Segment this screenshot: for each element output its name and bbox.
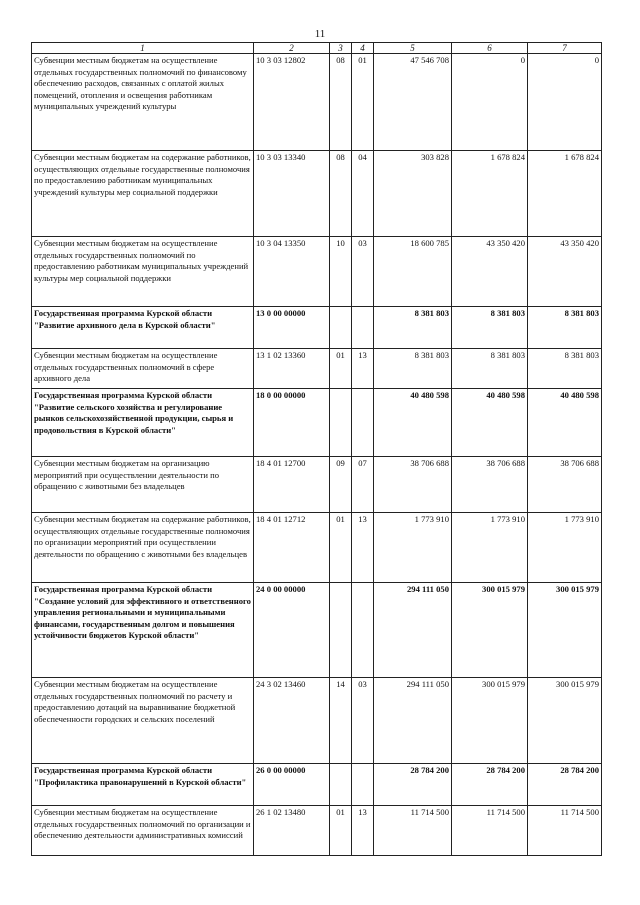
row-value-7-cell: 1 773 910 [528, 513, 602, 583]
row-value-5-cell: 303 828 [374, 151, 452, 237]
row-code-cell: 10 3 03 13340 [254, 151, 330, 237]
row-subsection-cell: 07 [352, 457, 374, 513]
row-code-cell: 13 0 00 00000 [254, 307, 330, 349]
row-subsection-cell [352, 307, 374, 349]
row-code-cell: 24 0 00 00000 [254, 583, 330, 678]
row-subsection-cell: 03 [352, 678, 374, 764]
row-value-6-cell: 1 678 824 [452, 151, 528, 237]
row-section-cell [330, 583, 352, 678]
row-section-cell: 01 [330, 513, 352, 583]
row-section-cell: 08 [330, 151, 352, 237]
row-code-cell: 26 1 02 13480 [254, 806, 330, 856]
row-value-7-cell: 40 480 598 [528, 389, 602, 457]
row-value-7-cell: 43 350 420 [528, 237, 602, 307]
row-code-cell: 13 1 02 13360 [254, 349, 330, 389]
table-header-row [32, 43, 602, 54]
row-value-6-cell: 300 015 979 [452, 678, 528, 764]
row-value-6-cell: 11 714 500 [452, 806, 528, 856]
table-row [32, 806, 602, 856]
table-row [32, 151, 602, 237]
row-section-cell: 01 [330, 349, 352, 389]
table-row [32, 457, 602, 513]
row-code-cell: 18 4 01 12712 [254, 513, 330, 583]
row-subsection-cell: 13 [352, 806, 374, 856]
row-name-cell: Государственная программа Курской области "Развитие сельского хозяйства и регулирование рынков сельскохозяйственной продукции, сырья и продовольствия в Курской области" [32, 389, 254, 457]
row-section-cell: 14 [330, 678, 352, 764]
column-header: 7 [528, 43, 602, 54]
row-subsection-cell [352, 389, 374, 457]
row-value-7-cell: 1 678 824 [528, 151, 602, 237]
row-subsection-cell: 01 [352, 54, 374, 151]
column-header: 1 [32, 43, 254, 54]
row-code-cell: 18 0 00 00000 [254, 389, 330, 457]
row-value-6-cell: 40 480 598 [452, 389, 528, 457]
row-name-cell: Субвенции местным бюджетам на содержание работников, осуществляющих отдельные государственные полномочия по организации мероприятий при осуществлении деятельности по обращению с животными без владельцев [32, 513, 254, 583]
row-value-6-cell: 8 381 803 [452, 307, 528, 349]
row-value-7-cell: 8 381 803 [528, 307, 602, 349]
row-value-5-cell: 28 784 200 [374, 764, 452, 806]
row-name-cell: Субвенции местным бюджетам на осуществление отдельных государственных полномочий в сфере архивного дела [32, 349, 254, 389]
row-name-cell: Субвенции местным бюджетам на осуществление отдельных государственных полномочий по расчету и предоставлению дотаций на выравнивание бюджетной обеспеченности городских и сельских поселений [32, 678, 254, 764]
row-name-cell: Субвенции местным бюджетам на содержание работников, осуществляющих отдельные государственные полномочия по предоставлению работникам муниципальных учреждений культуры мер социальной поддержки [32, 151, 254, 237]
row-subsection-cell: 03 [352, 237, 374, 307]
row-value-5-cell: 18 600 785 [374, 237, 452, 307]
column-header: 3 [330, 43, 352, 54]
row-section-cell: 09 [330, 457, 352, 513]
row-value-7-cell: 11 714 500 [528, 806, 602, 856]
row-value-7-cell: 0 [528, 54, 602, 151]
row-value-6-cell: 43 350 420 [452, 237, 528, 307]
row-subsection-cell: 13 [352, 513, 374, 583]
row-code-cell: 24 3 02 13460 [254, 678, 330, 764]
row-name-cell: Субвенции местным бюджетам на осуществление отдельных государственных полномочий по предоставлению работникам муниципальных учреждений культуры мер социальной поддержки [32, 237, 254, 307]
row-value-5-cell: 8 381 803 [374, 349, 452, 389]
row-code-cell: 18 4 01 12700 [254, 457, 330, 513]
row-code-cell: 10 3 04 13350 [254, 237, 330, 307]
row-subsection-cell [352, 764, 374, 806]
row-name-cell: Государственная программа Курской области "Развитие архивного дела в Курской области" [32, 307, 254, 349]
row-value-6-cell: 1 773 910 [452, 513, 528, 583]
column-header: 5 [374, 43, 452, 54]
row-name-cell: Субвенции местным бюджетам на осуществление отдельных государственных полномочий по финансовому обеспечению расходов, связанных с оплатой жилых помещений, отопления и освещения работникам муниципальных учреждений культуры [32, 54, 254, 151]
table-row [32, 513, 602, 583]
row-value-7-cell: 28 784 200 [528, 764, 602, 806]
row-value-7-cell: 8 381 803 [528, 349, 602, 389]
row-section-cell [330, 307, 352, 349]
row-value-6-cell: 8 381 803 [452, 349, 528, 389]
row-code-cell: 26 0 00 00000 [254, 764, 330, 806]
row-section-cell [330, 764, 352, 806]
row-value-5-cell: 11 714 500 [374, 806, 452, 856]
row-value-5-cell: 294 111 050 [374, 583, 452, 678]
table-row [32, 764, 602, 806]
row-value-5-cell: 40 480 598 [374, 389, 452, 457]
table-row [32, 307, 602, 349]
page-number: 11 [314, 28, 326, 40]
table-row [32, 389, 602, 457]
row-value-6-cell: 0 [452, 54, 528, 151]
row-section-cell: 10 [330, 237, 352, 307]
table-row [32, 583, 602, 678]
row-section-cell: 08 [330, 54, 352, 151]
row-value-5-cell: 1 773 910 [374, 513, 452, 583]
row-value-7-cell: 38 706 688 [528, 457, 602, 513]
row-section-cell [330, 389, 352, 457]
row-value-5-cell: 47 546 708 [374, 54, 452, 151]
row-name-cell: Государственная программа Курской области "Создание условий для эффективного и ответственного управления региональными и муниципальными финансами, государственным долгом и повышения устойчивости бюджетов Курской области" [32, 583, 254, 678]
row-value-7-cell: 300 015 979 [528, 678, 602, 764]
row-subsection-cell [352, 583, 374, 678]
row-subsection-cell: 13 [352, 349, 374, 389]
row-value-7-cell: 300 015 979 [528, 583, 602, 678]
row-value-6-cell: 28 784 200 [452, 764, 528, 806]
budget-table [31, 42, 602, 856]
row-name-cell: Субвенции местным бюджетам на осуществление отдельных государственных полномочий по организации и обеспечению деятельности административных комиссий [32, 806, 254, 856]
row-value-6-cell: 38 706 688 [452, 457, 528, 513]
row-section-cell: 01 [330, 806, 352, 856]
row-name-cell: Государственная программа Курской области "Профилактика правонарушений в Курской области" [32, 764, 254, 806]
row-value-5-cell: 294 111 050 [374, 678, 452, 764]
table-row [32, 54, 602, 151]
table-row [32, 237, 602, 307]
table-row [32, 349, 602, 389]
row-value-5-cell: 38 706 688 [374, 457, 452, 513]
row-value-5-cell: 8 381 803 [374, 307, 452, 349]
row-code-cell: 10 3 03 12802 [254, 54, 330, 151]
row-value-6-cell: 300 015 979 [452, 583, 528, 678]
table-row [32, 678, 602, 764]
column-header: 2 [254, 43, 330, 54]
column-header: 4 [352, 43, 374, 54]
column-header: 6 [452, 43, 528, 54]
row-name-cell: Субвенции местным бюджетам на организацию мероприятий при осуществлении деятельности по обращению с животными без владельцев [32, 457, 254, 513]
row-subsection-cell: 04 [352, 151, 374, 237]
